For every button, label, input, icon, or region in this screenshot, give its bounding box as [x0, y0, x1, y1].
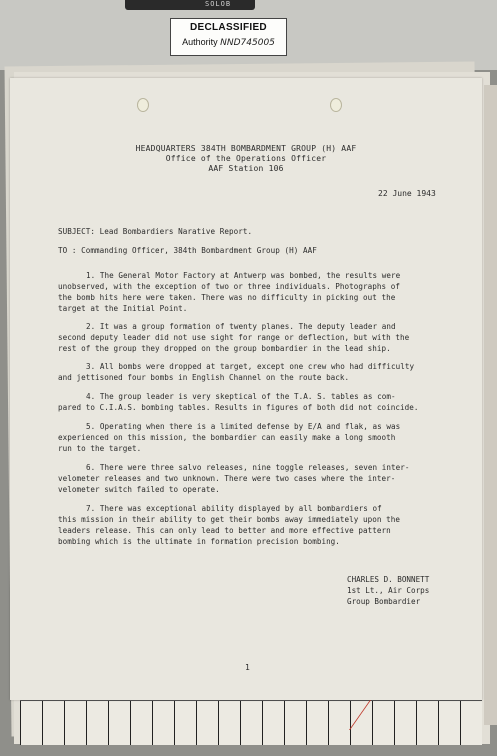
document-date: 22 June 1943 — [378, 189, 436, 198]
paragraph-4-line: pared to C.I.A.S. bombing tables. Results in figures of both did not coincide. — [58, 403, 419, 412]
header-station: AAF Station 106 — [208, 164, 284, 173]
signature-rank: 1st Lt., Air Corps — [347, 586, 430, 595]
signature-title: Group Bombardier — [347, 597, 421, 606]
paragraph-6-line: velometer releases and two unknown. There were two cases where the inter- — [58, 474, 396, 483]
paragraph-6-line: velometer switch failed to operate. — [58, 485, 220, 494]
paragraph-3-line: 3. All bombs were dropped at target, except one crew who had difficulty — [86, 362, 415, 371]
paragraph-1-line: the bomb hits here were taken. There was no difficulty in picking out the — [58, 293, 396, 302]
paragraph-7-line: leaders release. This can only lead to better and more effective pattern — [58, 526, 391, 535]
stamp-title: DECLASSIFIED — [190, 22, 267, 33]
declassified-stamp — [170, 18, 287, 56]
page-number: 1 — [245, 663, 250, 672]
stamp-authority — [171, 37, 286, 48]
paragraph-7-line: this mission in their ability to get their bombs away immediately upon the — [58, 515, 401, 524]
paragraph-7-line: 7. There was exceptional ability displayed by all bombardiers of — [86, 504, 382, 513]
punch-hole-right — [330, 98, 342, 112]
right-page-edge — [484, 85, 497, 725]
paragraph-2-line: rest of the group they dropped on the group bombardier in the lead ship. — [58, 344, 391, 353]
paragraph-3-line: and jettisoned four bombs in English Channel on the route back. — [58, 373, 350, 382]
document-page — [10, 78, 482, 700]
paragraph-1-line: target at the Initial Point. — [58, 304, 188, 313]
paragraph-1-line: 1. The General Motor Factory at Antwerp was bombed, the results were — [86, 271, 401, 280]
paragraph-4-line: 4. The group leader is very skeptical of the T.A. S. tables as com- — [86, 392, 396, 401]
paragraph-7-line: bombing which is the ultimate in formation precision bombing. — [58, 537, 340, 546]
stamp-authority-label: Authority — [182, 37, 218, 47]
stamp-authority-value: NND745005 — [220, 38, 275, 48]
paragraph-1-line: unobserved, with the exception of two or three individuals. Photographs of — [58, 282, 401, 291]
clip-label: SOLOB — [205, 0, 232, 8]
paragraph-5-line: run to the target. — [58, 444, 142, 453]
punch-hole-left — [137, 98, 149, 112]
paragraph-5-line: experienced on this mission, the bombardier can easily make a long smooth — [58, 433, 396, 442]
paragraph-6-line: 6. There were three salvo releases, nine toggle releases, seven inter- — [86, 463, 410, 472]
signature-name: CHARLES D. BONNETT — [347, 575, 430, 584]
paragraph-2-line: second deputy leader did not use sight for range or deflection, but with the — [58, 333, 410, 342]
binder-clip — [125, 0, 255, 10]
ledger-sheet-bottom — [20, 700, 482, 745]
paragraph-5-line: 5. Operating when there is a limited defense by E/A and flak, as was — [86, 422, 401, 431]
header-unit: HEADQUARTERS 384TH BOMBARDMENT GROUP (H) AAF — [135, 144, 357, 153]
subject-line: SUBJECT: Lead Bombardiers Narative Report. — [58, 227, 253, 236]
paragraph-2-line: 2. It was a group formation of twenty planes. The deputy leader and — [86, 322, 396, 331]
header-office: Office of the Operations Officer — [165, 154, 327, 163]
to-line: TO : Commanding Officer, 384th Bombardment Group (H) AAF — [58, 246, 317, 255]
